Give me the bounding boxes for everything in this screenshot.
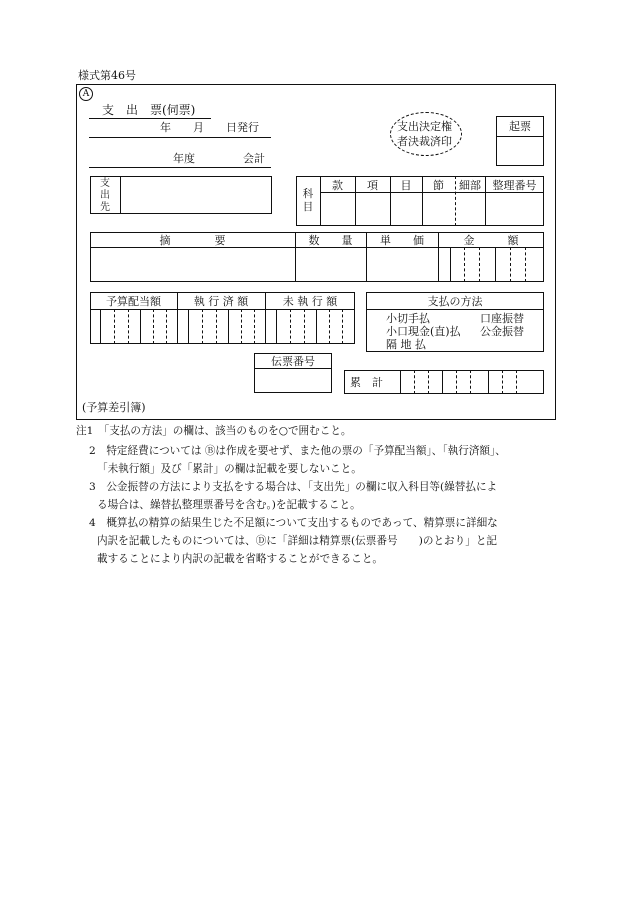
budget-sub-dash bbox=[290, 309, 291, 344]
amount-dash bbox=[464, 247, 465, 282]
account-label: 会計 bbox=[243, 152, 265, 165]
budget-sub-dash bbox=[241, 309, 242, 344]
quantity-header: 数 量 bbox=[308, 234, 353, 247]
budget-sub-line bbox=[316, 309, 317, 344]
subject-header-3: 目 bbox=[400, 179, 412, 192]
payee-label: 支出先 bbox=[100, 178, 110, 213]
budget-sub-dash bbox=[216, 309, 217, 344]
budget-sub-line bbox=[100, 309, 101, 344]
budget-sub-line bbox=[140, 309, 141, 344]
budget-header-3: 未 執 行 額 bbox=[282, 295, 338, 308]
amount-col-line bbox=[495, 247, 496, 282]
issue-date: 年 月 日発行 bbox=[160, 121, 259, 134]
note-4-line-3: 載することにより内訳の記載を省略することができること。 bbox=[97, 553, 384, 565]
budget-sub-dash bbox=[114, 309, 115, 344]
budget-sub-dash bbox=[254, 309, 255, 344]
budget-sub-dash bbox=[166, 309, 167, 344]
detail-row-line bbox=[90, 247, 544, 248]
budget-sub-dash bbox=[304, 309, 305, 344]
cumulative-label: 累 計 bbox=[350, 376, 383, 389]
subject-label: 科目 bbox=[302, 188, 314, 213]
note-2-line-2: 「未執行額」及び「累計」の欄は記載を要しないこと。 bbox=[97, 463, 362, 475]
voucher-divider bbox=[254, 368, 332, 369]
cumulative-line bbox=[442, 370, 443, 394]
budget-sub-dash bbox=[329, 309, 330, 344]
amount-header: 金 額 bbox=[463, 234, 519, 247]
date-underline bbox=[89, 137, 271, 138]
amount-dash bbox=[525, 247, 526, 282]
budget-sub-line bbox=[188, 309, 189, 344]
budget-header-1: 予算配当額 bbox=[106, 295, 161, 308]
payee-box bbox=[90, 176, 272, 214]
amount-dash bbox=[479, 247, 480, 282]
cumulative-dash bbox=[470, 370, 471, 394]
ledger-number-header: 整理番号 bbox=[492, 179, 537, 192]
payment-opt-check: 小切手払 bbox=[386, 312, 430, 325]
note-4-line-1: 4 概算払の精算の結果生じた不足額について支出するものであって、精算票に詳細な bbox=[89, 517, 498, 529]
draft-label: 起票 bbox=[509, 120, 531, 133]
subject-header-4: 節 bbox=[433, 179, 444, 192]
draft-divider bbox=[496, 136, 544, 137]
payment-opt-petty-cash: 小口現金(直)払 bbox=[386, 325, 461, 338]
budget-sub-dash bbox=[153, 309, 154, 344]
cumulative-dash bbox=[428, 370, 429, 394]
payment-method-title: 支払の方法 bbox=[427, 295, 483, 308]
subject-header-2: 項 bbox=[367, 179, 378, 192]
budget-sub-dash bbox=[128, 309, 129, 344]
form-title: 支 出 票(伺票) bbox=[102, 103, 196, 117]
summary-header: 摘 要 bbox=[159, 234, 226, 247]
budget-ledger-label: (予算差引簿) bbox=[82, 401, 146, 414]
cumulative-line bbox=[488, 370, 489, 394]
budget-sub-line bbox=[228, 309, 229, 344]
payment-opt-remote: 隔 地 払 bbox=[386, 338, 426, 351]
note-3-line-1: 3 公金振替の方法により支払をする場合は、「支出先」の欄に収入科目等(繰替払によ bbox=[89, 481, 498, 493]
amount-col-line bbox=[450, 247, 451, 282]
amount-dash bbox=[510, 247, 511, 282]
note-3-line-2: る場合は、繰替払整理票番号を含む。)を記載すること。 bbox=[97, 499, 361, 511]
subject-header-1: 款 bbox=[332, 179, 343, 192]
subject-header-5: 細部 bbox=[459, 179, 481, 192]
payee-divider bbox=[120, 176, 121, 214]
budget-sub-dash bbox=[342, 309, 343, 344]
budget-sub-dash bbox=[202, 309, 203, 344]
account-underline bbox=[89, 167, 271, 168]
fiscal-year: 年度 bbox=[173, 152, 195, 165]
payment-opt-public-transfer: 公金振替 bbox=[480, 325, 524, 338]
payment-header-line bbox=[366, 309, 544, 310]
subject-row-line bbox=[320, 192, 544, 193]
voucher-number-label: 伝票番号 bbox=[271, 355, 315, 368]
marker-a: A bbox=[79, 87, 93, 101]
cumulative-line bbox=[400, 370, 401, 394]
note-1: 注1 「支払の方法」の欄は、該当のものを○で囲むこと。 bbox=[76, 425, 352, 437]
title-underline bbox=[89, 118, 211, 119]
cumulative-dash bbox=[456, 370, 457, 394]
payment-opt-transfer: 口座振替 bbox=[480, 312, 524, 325]
cumulative-dash bbox=[414, 370, 415, 394]
cumulative-dash bbox=[516, 370, 517, 394]
budget-header-2: 執 行 済 額 bbox=[193, 295, 249, 308]
seal-text-1: 支出決定権 bbox=[397, 120, 452, 133]
unit-price-header: 単 価 bbox=[380, 234, 424, 247]
cumulative-dash bbox=[502, 370, 503, 394]
budget-sub-line bbox=[276, 309, 277, 344]
approval-seal bbox=[390, 112, 462, 156]
note-4-line-2: 内訳を記載したものについては、Ⓓに「詳細は精算票(伝票番号 )のとおり」と記 bbox=[97, 535, 498, 547]
form-number: 様式第46号 bbox=[78, 69, 136, 82]
seal-text-2: 者決裁済印 bbox=[397, 135, 452, 148]
note-2-line-1: 2 特定経費については Ⓑは作成を要せず、また他の票の「予算配当額」、「執行済額」、 bbox=[89, 445, 506, 457]
